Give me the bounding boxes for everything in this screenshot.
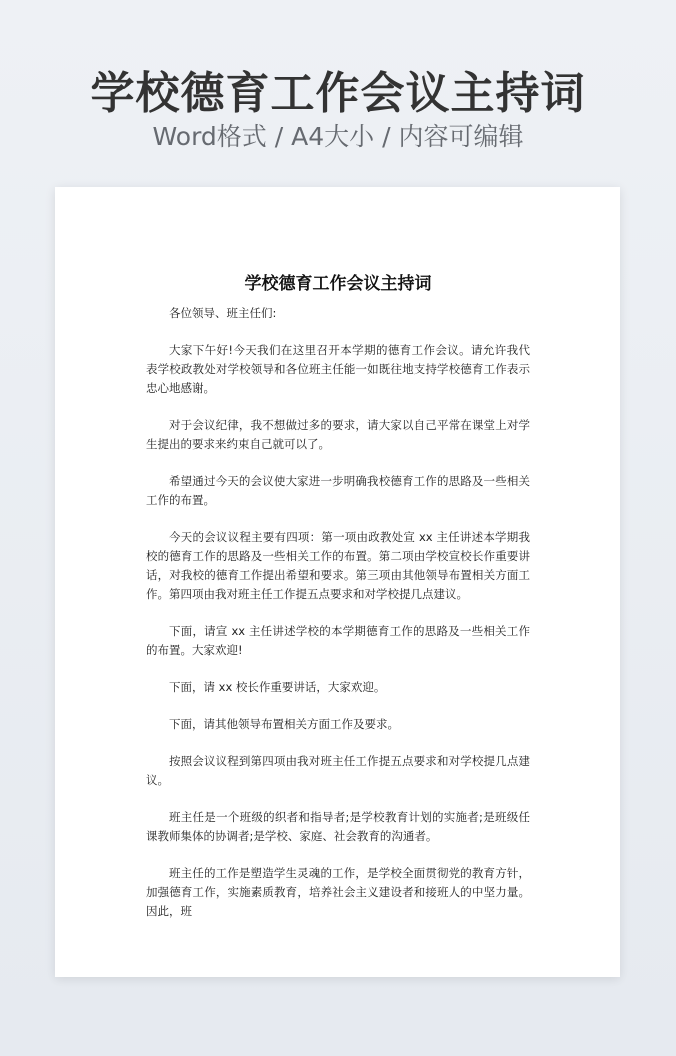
paragraph: 希望通过今天的会议使大家进一步明确我校德育工作的思路及一些相关工作的布置。 (146, 474, 530, 507)
paragraph: 班主任是一个班级的织者和指导者;是学校教育计划的实施者;是班级任课教师集体的协调者;是学校、家庭、社会教育的沟通者。 (146, 810, 530, 843)
paragraph: 下面，请 xx 校长作重要讲话，大家欢迎。 (169, 680, 386, 694)
paragraph: 按照会议议程到第四项由我对班主任工作提五点要求和对学校提几点建议。 (146, 754, 530, 787)
document-body (146, 304, 530, 939)
banner-subtitle: Word格式 / A4大小 / 内容可编辑 (152, 122, 524, 151)
paragraph: 对于会议纪律，我不想做过多的要求，请大家以自己平常在课堂上对学生提出的要求来约束自己就可以了。 (146, 418, 530, 451)
paragraph: 下面，请其他领导布置相关方面工作及要求。 (169, 717, 399, 731)
banner-title: 学校德育工作会议主持词 (90, 68, 586, 119)
salutation: 各位领导、班主任们: (169, 306, 277, 320)
paragraph: 下面，请宣 xx 主任讲述学校的本学期德育工作的思路及一些相关工作的布置。大家欢迎! (146, 624, 530, 657)
paragraph: 班主任的工作是塑造学生灵魂的工作，是学校全面贯彻党的教育方针，加强德育工作，实施素质教育，培养社会主义建设者和接班人的中坚力量。因此，班 (146, 866, 530, 918)
document-title: 学校德育工作会议主持词 (244, 274, 432, 294)
paragraph: 大家下午好!今天我们在这里召开本学期的德育工作会议。请允许我代表学校政教处对学校领导和各位班主任能一如既往地支持学校德育工作表示忠心地感谢。 (146, 343, 530, 395)
paragraph: 今天的会议议程主要有四项：第一项由政教处宣 xx 主任讲述本学期我校的德育工作的思路及一些相关工作的布置。第二项由学校宣校长作重要讲话，对我校的德育工作提出希望和要求。第三项由其他领导布置相关方面工作。第四项由我对班主任工作提五点要求和对学校提几点建议。 (146, 530, 530, 601)
